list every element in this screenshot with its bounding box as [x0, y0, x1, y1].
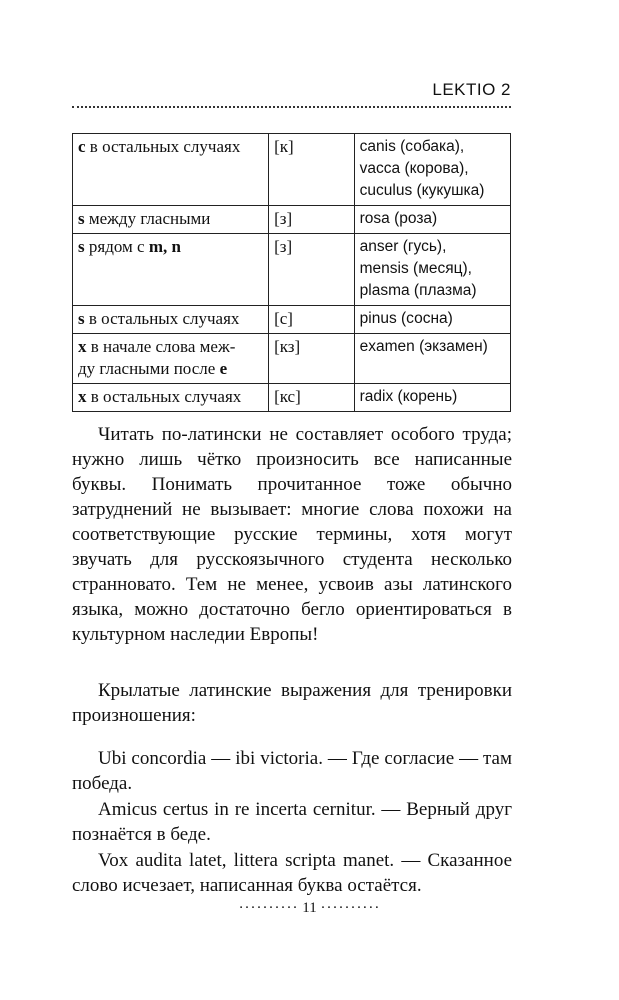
- rule-bold-letters: e: [219, 359, 228, 378]
- footer-dots-left: ··········: [238, 900, 299, 916]
- sound-cell: [к]: [269, 134, 355, 206]
- body-paragraph: [72, 422, 512, 647]
- rule-text: в остальных случаях: [85, 137, 241, 156]
- example-line: anser (гусь),: [359, 238, 447, 255]
- page-footer: [0, 900, 619, 917]
- example-line: rosa (роза): [359, 210, 438, 227]
- sound-cell: [кс]: [269, 384, 355, 412]
- table-row: [73, 334, 511, 384]
- examples-cell: [354, 206, 510, 234]
- examples-cell: [354, 334, 510, 384]
- rule-letter: x: [78, 337, 87, 356]
- running-header: [72, 74, 511, 108]
- phrases-intro: [72, 678, 512, 728]
- header-title: LEKTIO 2: [432, 80, 511, 99]
- phrases-list: [72, 746, 512, 899]
- example-line: canis (собака),: [359, 138, 465, 155]
- rule-text-continued: ду гласными после: [78, 359, 220, 378]
- sound-cell: [с]: [269, 306, 355, 334]
- rule-cell: [73, 334, 269, 384]
- example-line: mensis (месяц),: [359, 260, 472, 277]
- paragraph-text: Читать по-латински не составляет особого труда; нужно лишь чётко произносить все написанные буквы. Понимать прочитанное тоже обычно затруднений не вызывает: многие слова похожи на соответствующие русские термины, хотя могут звучать для русскоязычного студента несколько странновато. Тем не менее, усвоив азы латинского языка, можно достаточно бегло ориентироваться в культурном наследии Европы!: [72, 424, 512, 645]
- phrase: Ubi concordia — ibi victoria. — Где согласие — там победа.: [72, 748, 512, 794]
- rule-cell: [73, 234, 269, 306]
- table-row: [73, 306, 511, 334]
- rule-cell: [73, 384, 269, 412]
- example-line: radix (корень): [359, 388, 458, 405]
- table-row: [73, 206, 511, 234]
- example-line: pinus (сосна): [359, 310, 453, 327]
- rule-letter: s: [78, 237, 85, 256]
- sound-cell: [з]: [269, 206, 355, 234]
- pronunciation-table: [72, 133, 511, 412]
- rule-text: между гласными: [84, 209, 211, 228]
- example-line: cuculus (кукушка): [359, 182, 485, 199]
- rule-letter: s: [78, 209, 85, 228]
- table-row: [73, 384, 511, 412]
- rule-letter: s: [78, 309, 85, 328]
- sound-cell: [кз]: [269, 334, 355, 384]
- example-line: vacca (корова),: [359, 160, 469, 177]
- rule-text: в остальных случаях: [86, 387, 242, 406]
- paragraph-text: Крылатые латинские выражения для тренировки произношения:: [72, 680, 512, 726]
- rule-bold-letters: m, n: [148, 237, 181, 256]
- table-row: [73, 234, 511, 306]
- rule-text: рядом с: [84, 237, 149, 256]
- rule-cell: [73, 206, 269, 234]
- examples-cell: [354, 134, 510, 206]
- table-row: [73, 134, 511, 206]
- rule-cell: [73, 134, 269, 206]
- examples-cell: [354, 234, 510, 306]
- rule-letter: c: [78, 137, 86, 156]
- example-line: plasma (плазма): [359, 282, 477, 299]
- examples-cell: [354, 384, 510, 412]
- footer-dots-right: ··········: [320, 900, 381, 916]
- phrase: Amicus certus in re incerta cernitur. — Верный друг познаётся в беде.: [72, 799, 512, 845]
- example-line: examen (экзамен): [359, 338, 488, 355]
- rule-cell: [73, 306, 269, 334]
- rule-text: в начале слова меж-: [86, 337, 236, 356]
- rule-letter: x: [78, 387, 87, 406]
- rule-text: в остальных случаях: [84, 309, 240, 328]
- page-number: 11: [302, 900, 317, 916]
- examples-cell: [354, 306, 510, 334]
- phrase: Vox audita latet, littera scripta manet. — Сказанное слово исчезает, написанная буква остаётся.: [72, 850, 512, 896]
- sound-cell: [з]: [269, 234, 355, 306]
